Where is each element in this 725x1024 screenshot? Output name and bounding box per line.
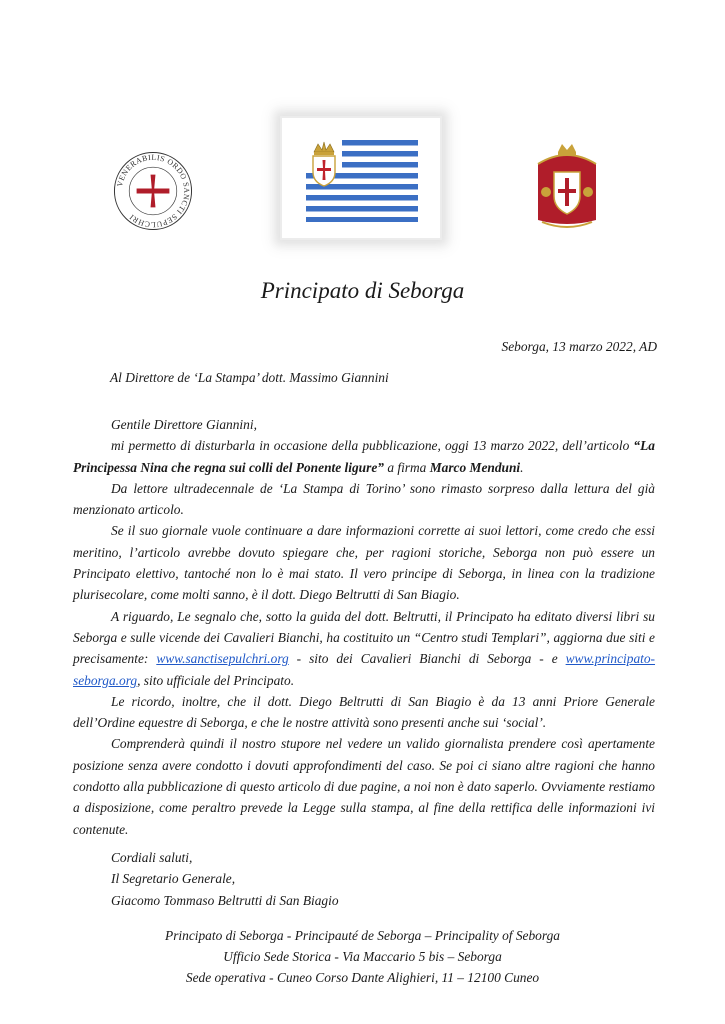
coat-of-arms-logo <box>532 142 602 232</box>
paragraph-1: mi permetto di disturbarla in occasione della pubblicazione, oggi 13 marzo 2022, dell’articolo “La Principessa Nina che regna sui colli del Ponente ligure” a firma Marco Menduni. <box>73 438 655 475</box>
svg-text:VENERABILIS ORDO SANCTI SEPULC: VENERABILIS ORDO SANCTI SEPULCHRI <box>115 152 192 230</box>
paragraph-4: A riguardo, Le segnalo che, sotto la guida del dott. Beltrutti, il Principato ha editato diversi libri su Seborga e sulle vicende dei Cavalieri Bianchi, ha costituito un “Centro studi Templari”, aggiorna due siti e precisamente: www.sanctisepulchri.org - sito dei Cavalieri Bianchi di Seborga - e www.principato-seborga.org, sito ufficiale del Principato. <box>73 608 656 688</box>
author-name: Marco Menduni <box>429 459 521 475</box>
paragraph-3: Se il suo giornale vuole continuare a dare informazioni corrette ai suoi lettori, come credo che essi meritino, l’articolo avrebbe dovuto spiegare che, per ragioni storiche, Seborga non può essere un Principato elettivo, tantoché non lo è mai stato. Il vero principe di Seborga, in linea con la tradizione plurisecolare, come molti sanno, è il dott. Diego Beltrutti di San Biagio. <box>73 523 655 603</box>
salutation: Gentile Direttore Giannini, <box>111 417 257 432</box>
letter-footer <box>0 925 725 988</box>
recipient-line: Al Direttore de ‘La Stampa’ dott. Massimo Giannini <box>110 370 389 385</box>
signatory-name: Giacomo Tommaso Beltrutti di San Biagio <box>111 892 339 908</box>
closing-regards: Cordiali saluti, <box>111 850 193 865</box>
order-seal-logo <box>112 150 194 232</box>
paragraph-2: Da lettore ultradecennale de ‘La Stampa di Torino’ sono rimasto sorpreso dalla lettura del già menzionato articolo. <box>73 480 655 518</box>
letter-body <box>73 414 655 840</box>
article-title: “La Principessa Nina che regna sui colli del Ponente ligure” <box>73 438 655 475</box>
page-title: Principato di Seborga <box>260 278 465 303</box>
paragraph-6: Comprenderà quindi il nostro stupore nel vedere un valido giornalista prendere così apertamente posizione senza avere condotto i dovuti approfondimenti del caso. Se poi ci siano altre ragioni che hanno condotto alla pubblicazione di questo articolo di due pagine, a noi non è dato saperlo. Ovviamente restiamo a disposizione, come peraltro prevede la Legge sulla stampa, al fine della rettifica delle informazioni ivi contenute. <box>73 736 655 837</box>
letter-closing <box>111 847 339 911</box>
footer-line-3: Sede operativa - Cuneo Corso Dante Alighieri, 11 – 12100 Cuneo <box>185 970 540 985</box>
seborga-flag-logo <box>306 140 418 222</box>
signatory-role: Il Segretario Generale, <box>111 871 236 887</box>
letter-date: Seborga, 13 marzo 2022, AD <box>501 339 657 354</box>
footer-line-2: Ufficio Sede Storica - Via Maccario 5 bis – Seborga <box>223 949 502 964</box>
paragraph-5: Le ricordo, inoltre, che il dott. Diego Beltrutti di San Biagio è da 13 anni Priore Generale dell’Ordine equestre di Seborga, e che le nostre attività sono presenti anche sui ‘social’. <box>73 693 655 731</box>
link-principato-seborga[interactable]: www.principato-seborga.org <box>73 651 656 688</box>
footer-line-1: Principato di Seborga - Principauté de Seborga – Principality of Seborga <box>165 928 560 943</box>
link-sanctisepulchri[interactable]: www.sanctisepulchri.org <box>156 651 289 667</box>
